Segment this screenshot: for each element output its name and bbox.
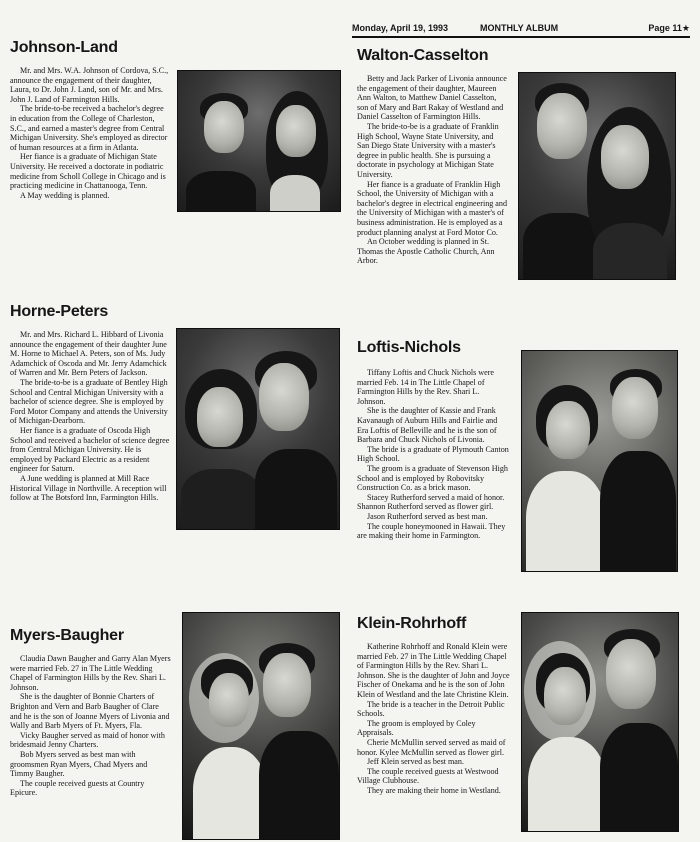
announcement-klein-rohrhoff — [357, 614, 511, 796]
announcement-paragraph: The bride is a graduate of Plymouth Canton High School. — [357, 444, 509, 464]
section-name: MONTHLY ALBUM — [480, 23, 559, 33]
announcement-title: Klein-Rohrhoff — [357, 615, 467, 632]
announcement-title: Myers-Baugher — [10, 627, 124, 644]
announcement-paragraph: The bride-to-be is a graduate of Franklin High School, Wayne State University, and San Diego State University with a master's degree in public health. She is pursuing a doctorate in psychology at Michigan State University. — [357, 121, 499, 179]
announcement-paragraph: Katherine Rohrhoff and Ronald Klein were married Feb. 27 in The Little Wedding Chapel of Farmington Hills by the Rev. Shari L. Johnson. She is the daughter of John and Joyce Fischer of Onekama and he is the son of John Klein of Westland and the late Christine Klein. — [357, 642, 510, 699]
couple-photo-johnson-land — [177, 70, 341, 212]
announcement-paragraph: She is the daughter of Bonnie Charters of Brighton and Vern and Barb Baugher of Clare and he is the son of Joanne Myers of Livonia and Wally and Barb Myers of Ft. Myers, Fla. — [10, 692, 170, 731]
announcement-paragraph: The couple honeymooned in Hawaii. They are making their home in Farmington. — [357, 521, 506, 541]
announcement-paragraph: The bride is a teacher in the Detroit Public Schools. — [357, 699, 505, 719]
announcement-paragraph: A June wedding is planned at Mill Race Historical Village in Northville. A reception will follow at The Botsford Inn, Farmington Hills. — [10, 473, 167, 503]
couple-photo-walton-casselton — [518, 72, 676, 280]
announcement-horne-peters — [10, 302, 170, 503]
announcement-title: Horne-Peters — [10, 303, 109, 320]
announcement-paragraph: Mr. and Mrs. W.A. Johnson of Cordova, S.C., announce the engagement of their daughter, Laura, to Dr. John J. Land, son of Mr. and Mrs. John J. Land of Farmington Hills. — [10, 66, 169, 104]
announcement-paragraph: Her fiance is a graduate of Michigan State University. He received a doctorate in podiatric medicine from Scholl College in Chicago and is practicing medicine in Chattanooga, Tenn. — [10, 152, 166, 191]
announcement-paragraph: She is the daughter of Kassie and Frank Kavanaugh of Auburn Hills and Fairlie and Era Loftis of Belleville and he is the son of Barbara and Chuck Nichols of Livonia. — [357, 406, 498, 445]
announcement-paragraph: An October wedding is planned in St. Thomas the Apostle Catholic Church, Ann Arbor. — [357, 237, 495, 266]
announcement-paragraph: The groom is employed by Coley Appraisals. — [357, 718, 476, 738]
announcement-paragraph: Her fiance is a graduate of Franklin High School, the University of Michigan with a bachelor's degree in electrical engineering and the University of Michigan with a master's of business administration. He is employed as a product planning analyst at Ford Motor Co. — [357, 179, 507, 237]
announcement-paragraph: Vicky Baugher served as maid of honor with bridesmaid Jenny Charters. — [10, 730, 165, 750]
announcement-myers-baugher — [10, 626, 172, 798]
issue-date: Monday, April 19, 1993 — [352, 23, 449, 33]
announcement-title: Loftis-Nichols — [357, 339, 461, 356]
couple-photo-myers-baugher — [182, 612, 340, 840]
announcement-paragraph: Jason Rutherford served as best man. — [367, 511, 488, 521]
couple-photo-horne-peters — [176, 328, 340, 530]
announcement-walton-casselton — [357, 46, 507, 266]
announcement-paragraph: A May wedding is planned. — [20, 190, 110, 200]
announcement-paragraph: Jeff Klein served as best man. — [367, 757, 464, 767]
announcement-paragraph: They are making their home in Westland. — [367, 785, 501, 795]
announcement-paragraph: The bride-to-be received a bachelor's degree in education from the College of Charleston, S.C., and earned a master's degree from Central Michigan University. She's employed as director of human resources at a firm in Atlanta. — [10, 104, 168, 152]
announcement-title: Johnson-Land — [10, 39, 118, 56]
announcement-paragraph: Claudia Dawn Baugher and Garry Alan Myers were married Feb. 27 in The Little Wedding Chapel of Farmington Hills by the Rev. Shari L. Johnson. — [10, 654, 171, 692]
announcement-paragraph: Tiffany Loftis and Chuck Nichols were married Feb. 14 in The Little Chapel of Farmington Hills by the Rev. Shari L. Johnson. — [357, 368, 495, 406]
couple-photo-loftis-nichols — [521, 350, 678, 572]
announcement-paragraph: Cherie McMullin served served as maid of honor. Kylee McMullin served as flower girl. — [357, 737, 506, 757]
announcement-paragraph: Bob Myers served as best man with groomsmen Ryan Myers, Chad Myers and Timmy Baugher. — [10, 749, 148, 779]
announcement-johnson-land — [10, 38, 170, 200]
announcement-paragraph: The groom is a graduate of Stevenson High School and is employed by Robovitsky Construction Co. as a brick mason. — [357, 463, 508, 493]
announcement-paragraph: The couple received guests at Country Epicure. — [10, 778, 145, 798]
announcement-paragraph: The couple received guests at Westwood Village Clubhouse. — [357, 766, 499, 786]
page-masthead — [352, 22, 690, 38]
announcement-paragraph: Betty and Jack Parker of Livonia announce the engagement of their daughter, Maureen Ann Walton, to Matthew Daniel Casselton, son of Mary and Bart Rakay of Westland and Daniel Casselton of Farmington Hills. — [357, 74, 507, 122]
announcement-paragraph: Mr. and Mrs. Richard L. Hibbard of Livonia announce the engagement of their daughter June M. Horne to Michael A. Peters, son of Ms. Judy Adamchick of Oscoda and Mr. Jerry Adamchick of Warren and Mr. Bern Peters of Jackson. — [10, 330, 167, 378]
announcement-paragraph: Her fiance is a graduate of Oscoda High School and received a bachelor of science degree from Central Michigan University. He is employed by Packard Electric as a resident engineer for Saturn. — [10, 425, 170, 474]
announcement-paragraph: Stacey Rutherford served a maid of honor. Shannon Rutherford served as flower girl. — [357, 492, 505, 512]
couple-photo-klein-rohrhoff — [521, 612, 679, 832]
announcement-paragraph: The bride-to-be is a graduate of Bentley High School and Central Michigan University with a bachelor of science degree. She is employed by Ford Motor Company and attends the University of Michigan-Dearborn. — [10, 377, 168, 426]
page-number: Page 11★ — [648, 23, 690, 33]
announcement-title: Walton-Casselton — [357, 47, 489, 64]
announcement-loftis-nichols — [357, 338, 509, 541]
